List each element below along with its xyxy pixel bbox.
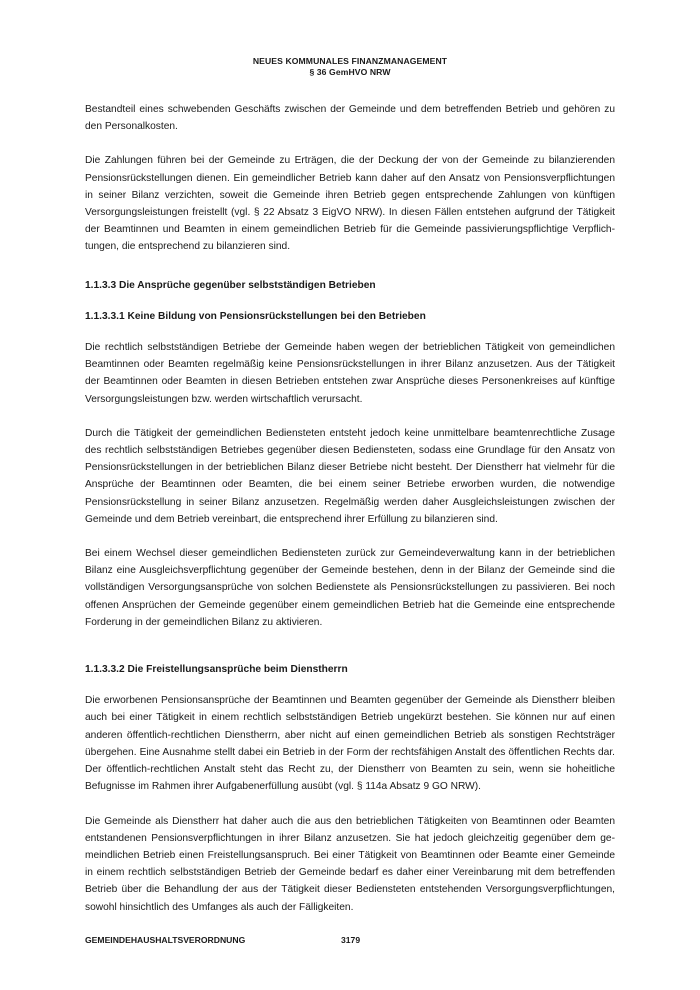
subsection-heading: 1.1.3.3.1 Keine Bildung von Pensionsrückstellungen bei den Betrieben — [85, 310, 426, 322]
page-number: 3179 — [341, 935, 361, 945]
paragraph: Die Zahlungen führen bei der Gemeinde zu Erträgen, die der Deckung der von der Gemeinde zu bilanzierenden Pensionsrückstellungen dienen. Ein gemeindlicher Betrieb kann daher auf den Ansatz von Pensionsverpflichtungen in seiner Bilanz verzichten, soweit die Gemeinde ihren Betrieb gegen entsprechende Zahlungen von künftigen Versorgungsleistungen freistellt (vgl. § 22 Absatz 3 EigVO NRW). In diesen Fällen entstehen aufgrund der Tätigkeit der Beamtinnen und Beamten in einem gemeindlichen Betrieb für die Gemeinde passivierungspflichtige Verpflichtungen, die entsprechend zu bilanzieren sind. — [85, 155, 615, 253]
running-header — [0, 56, 700, 78]
header-section: § 36 GemHVO NRW — [309, 67, 391, 77]
section-heading: 1.1.3.3 Die Ansprüche gegenüber selbstständigen Betrieben — [85, 279, 376, 291]
paragraph: Die Gemeinde als Dienstherr hat daher auch die aus den betrieblichen Tätigkeiten von Beamtinnen oder Beamten entstandenen Pensionsverpflichtungen in ihrer Bilanz anzusetzen. Sie hat jedoch gleichzeitig gegenüber dem gemeindlichen Betrieb einen Freistellungsanspruch. Bei einer Tätigkeit von Beamtinnen oder Beamte einer Gemeinde in einem rechtlich selbstständigen Betrieb der Gemeinde bedarf es daher einer Vereinbarung mit dem betreffenden Betrieb über die Behandlung der aus der Tätigkeit dieser Bediensteten entstehenden Versorgungsverpflichtungen, sowohl hinsichtlich des Umfanges als auch der Fälligkeiten. — [85, 815, 615, 913]
header-title: NEUES KOMMUNALES FINANZMANAGEMENT — [252, 56, 448, 66]
paragraph: Bestandteil eines schwebenden Geschäfts zwischen der Gemeinde und dem betreffenden Betrieb und gehören zu den Personalkosten. — [85, 104, 615, 133]
paragraph: Bei einem Wechsel dieser gemeindlichen Bediensteten zurück zur Gemeindeverwaltung kann in der betrieblichen Bilanz eine Ausgleichsverpflichtung gegenüber der Gemeinde bestehen, denn in der Bilanz der Gemeinde sind die vollständigen Versorgungsansprüche von solchen Bedienstete als Pensionsrückstellungen zu passivieren. Bei noch offenen Ansprüchen der Gemeinde gegenüber einem gemeindlichen Betrieb hat die Gemeinde eine entsprechende Forderung in der gemeindlichen Bilanz zu aktivieren. — [85, 548, 615, 628]
page-footer — [85, 935, 615, 946]
paragraph: Die rechtlich selbstständigen Betriebe der Gemeinde haben wegen der betrieblichen Tätigkeit von gemeindlichen Beamtinnen oder Beamten regelmäßig keine Pensionsrückstellungen in ihrer Bilanz anzusetzen. Aus der Tätigkeit der Beamtinnen oder Beamten in diesen Betrieben entstehen zwar Ansprüche dieses Personenkreises auf künftige Versorgungsleistungen bzw. werden wirtschaftlich verursacht. — [85, 342, 615, 405]
paragraph: Durch die Tätigkeit der gemeindlichen Bediensteten entsteht jedoch keine unmittelbare beamtenrechtliche Zusage des rechtlich selbstständigen Betriebes gegenüber diesen Bediensteten, sodass eine Grundlage für den Ansatz von Pensionsrückstellungen in der betrieblichen Bilanz dieser Betriebe nicht besteht. Der Dienstherr hat vielmehr für die Ansprüche der Beamtinnen oder Beamten, die bei einem seiner Betriebe erworben wurden, die notwendige Pensionsrückstellung in seiner Bilanz anzusetzen. Regelmäßig werden daher Ausgleichsleistungen zwischen der Gemeinde und dem Betrieb vereinbart, die entsprechend ihrer Erfüllung zu bilanzieren sind. — [85, 427, 615, 525]
footer-title: GEMEINDEHAUSHALTSVERORDNUNG — [85, 935, 246, 945]
paragraph: Die erworbenen Pensionsansprüche der Beamtinnen und Beamten gegenüber der Gemeinde als Dienstherr bleiben auch bei einer Tätigkeit in einem rechtlich selbstständigen Betrieb ungekürzt bestehen. Sie können nur auf einen anderen öffentlich-rechtlichen Dienstherrn, aber nicht auf einen gemeindlichen Betrieb als sonstigen Rechtsträger übergehen. Eine Ausnahme stellt dabei ein Betrieb in der Form der rechtsfähigen Anstalt des öffentlichen Rechts dar. Der öffentlich-rechtlichen Anstalt steht das Recht zu, der Dienstherr von Beamten zu sein, wenn sie hoheitliche Befugnisse im Rahmen ihrer Aufgabenerfüllung ausübt (vgl. § 114a Absatz 9 GO NRW). — [85, 695, 615, 793]
document-body — [85, 101, 615, 916]
subsection-heading: 1.1.3.3.2 Die Freistellungsansprüche beim Dienstherrn — [85, 664, 348, 676]
